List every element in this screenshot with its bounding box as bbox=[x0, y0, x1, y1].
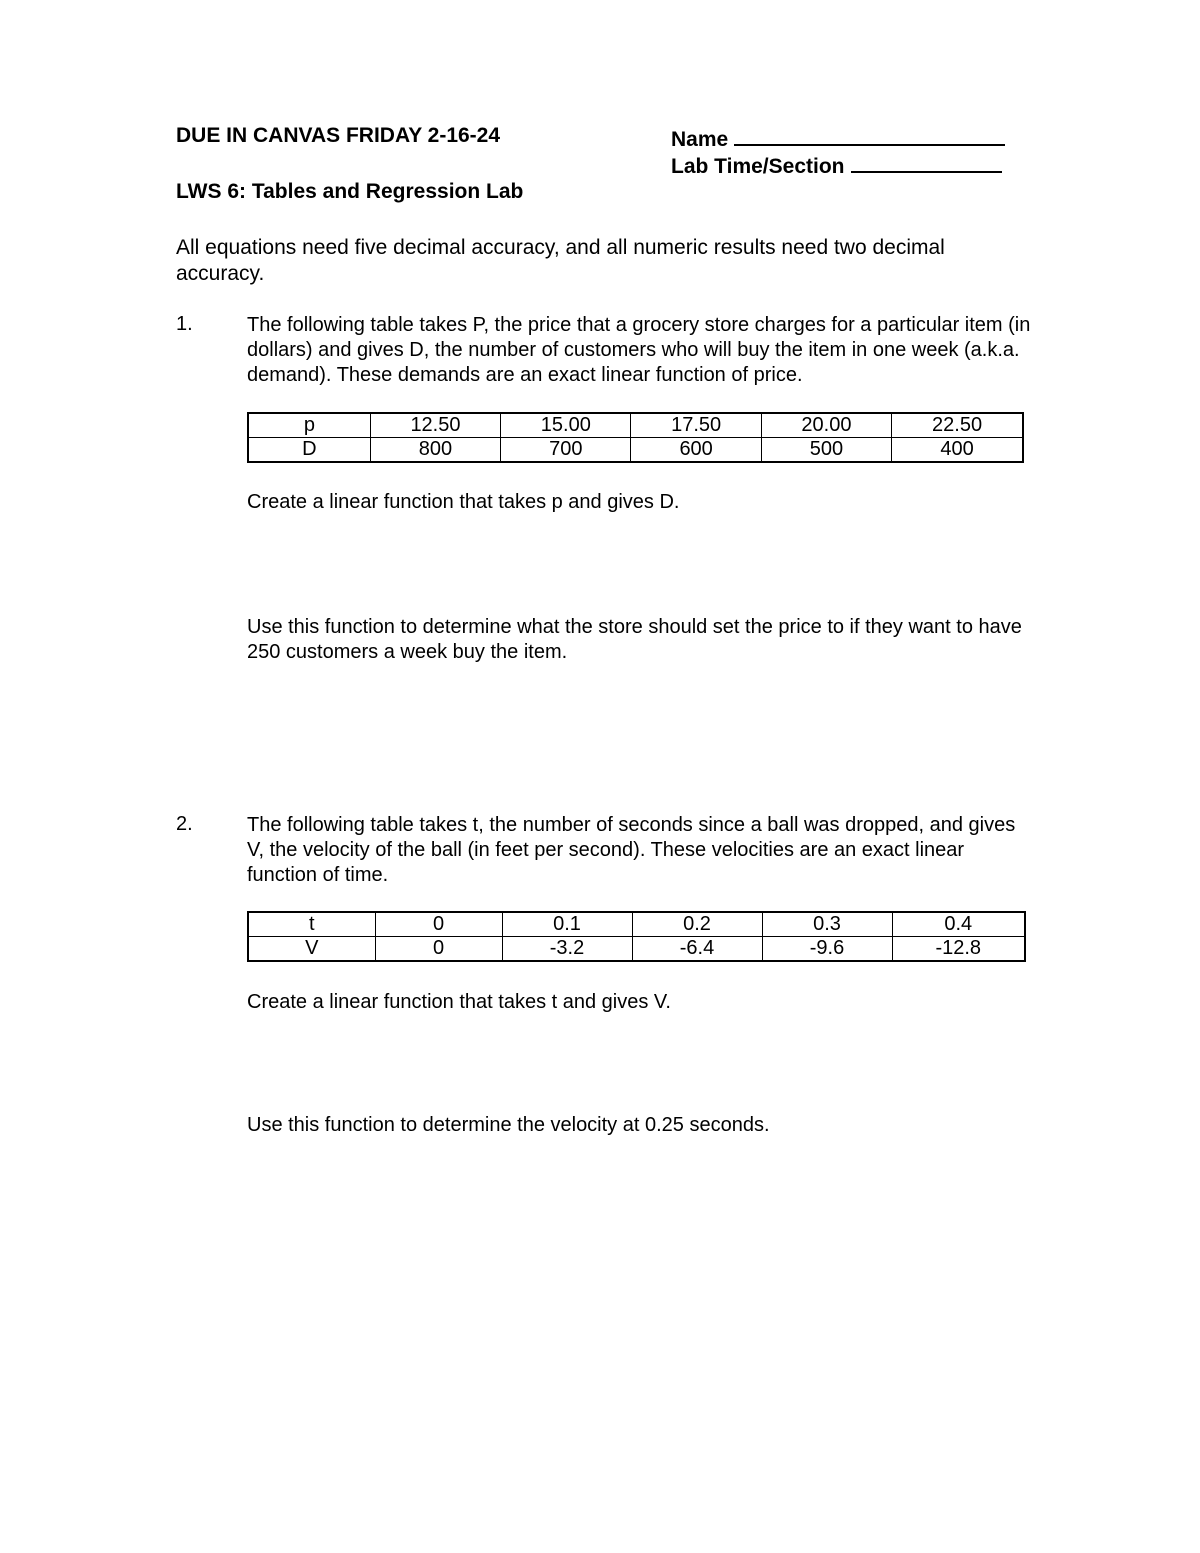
table-row bbox=[248, 413, 1023, 438]
table-cell: -3.2 bbox=[502, 937, 632, 962]
price-demand-table bbox=[247, 412, 1024, 463]
table-cell: 0.1 bbox=[502, 912, 632, 937]
question-2-text: The following table takes t, the number of seconds since a ball was dropped, and gives V, the velocity of the ball (in feet per second). These velocities are an exact linear function of time. bbox=[247, 814, 1016, 886]
table-cell: 500 bbox=[761, 438, 891, 463]
table-cell: -6.4 bbox=[632, 937, 762, 962]
table-cell: 400 bbox=[892, 438, 1023, 463]
lab-section-field-line bbox=[671, 151, 1002, 179]
name-label: Name bbox=[671, 128, 729, 151]
table-cell: -9.6 bbox=[762, 937, 892, 962]
name-field-line bbox=[671, 124, 1005, 152]
table-row bbox=[248, 937, 1025, 962]
table-cell: D bbox=[248, 438, 370, 463]
question-1-text: The following table takes P, the price that a grocery store charges for a particular item (in dollars) and gives D, the number of customers who will buy the item in one week (a.k.a. demand). These demands are an exact linear function of price. bbox=[247, 314, 1031, 386]
question-2-create-prompt: Create a linear function that takes t and gives V. bbox=[247, 991, 671, 1013]
table-cell: 800 bbox=[370, 438, 500, 463]
table-row bbox=[248, 912, 1025, 937]
table-cell: 22.50 bbox=[892, 413, 1023, 438]
table-cell: t bbox=[248, 912, 375, 937]
lab-section-blank[interactable] bbox=[851, 151, 1002, 173]
table-cell: 0.2 bbox=[632, 912, 762, 937]
table-cell: 12.50 bbox=[370, 413, 500, 438]
table-cell: 600 bbox=[631, 438, 761, 463]
table-cell: p bbox=[248, 413, 370, 438]
name-blank[interactable] bbox=[734, 124, 1005, 146]
question-1-number: 1. bbox=[176, 313, 193, 335]
table-cell: -12.8 bbox=[892, 937, 1025, 962]
table-cell: 0.4 bbox=[892, 912, 1025, 937]
lab-title: LWS 6: Tables and Regression Lab bbox=[176, 180, 524, 203]
table-row bbox=[248, 438, 1023, 463]
question-1-use-prompt: Use this function to determine what the store should set the price to if they want to have 250 customers a week buy the item. bbox=[247, 616, 1022, 663]
question-2-use-prompt: Use this function to determine the velocity at 0.25 seconds. bbox=[247, 1114, 770, 1136]
question-1-create-prompt: Create a linear function that takes p and gives D. bbox=[247, 491, 680, 513]
question-2-number: 2. bbox=[176, 813, 193, 835]
instructions-paragraph: All equations need five decimal accuracy, and all numeric results need two decimal accuracy. bbox=[176, 236, 945, 285]
table-cell: 15.00 bbox=[501, 413, 631, 438]
table-cell: 0 bbox=[375, 912, 502, 937]
table-cell: 20.00 bbox=[761, 413, 891, 438]
time-velocity-table bbox=[247, 911, 1026, 962]
lab-section-label: Lab Time/Section bbox=[671, 155, 845, 178]
due-date-heading: DUE IN CANVAS FRIDAY 2-16-24 bbox=[176, 124, 501, 147]
table-cell: 17.50 bbox=[631, 413, 761, 438]
table-cell: V bbox=[248, 937, 375, 962]
table-cell: 0.3 bbox=[762, 912, 892, 937]
table-cell: 0 bbox=[375, 937, 502, 962]
table-cell: 700 bbox=[501, 438, 631, 463]
